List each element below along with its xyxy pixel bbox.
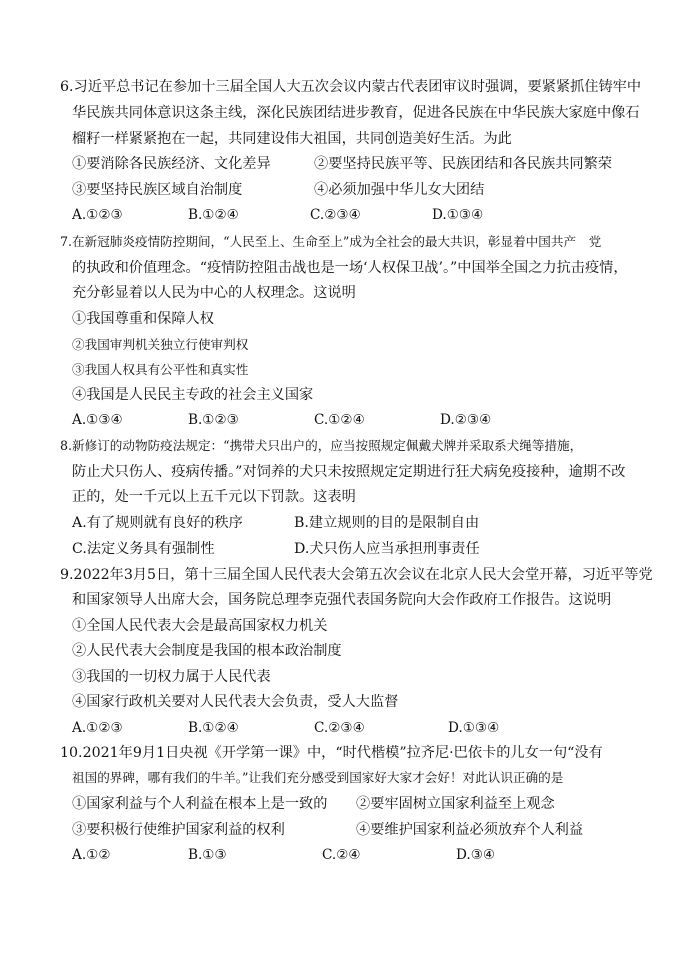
question-7-line-1: 7.在新冠肺炎疫情防控期间，“人民至上、生命至上”成为全社会的最大共识，彰显着中国共产 党: [60, 234, 602, 249]
question-9-option-b: B.①②④: [188, 720, 239, 736]
question-6-item-2: ②要坚持民族平等、民族团结和各民族共同繁荣: [314, 156, 612, 172]
question-9-line-2: 和国家领导人出席大会，国务院总理李克强代表国务院向大会作政府工作报告。这说明: [72, 592, 612, 608]
question-6-option-b: B.①②④: [188, 207, 239, 223]
question-10-option-a: A.①②: [72, 847, 111, 863]
question-7-item-1: ①我国尊重和保障人权: [72, 311, 214, 327]
question-9-line-1: 9.2022年3月5日，第十三届全国人民代表大会第五次会议在北京人民大会堂开幕，习近平等党: [60, 567, 653, 583]
question-8-option-b: B.建立规则的目的是限制自由: [294, 515, 480, 531]
question-10-option-b: B.①③: [188, 847, 227, 863]
question-8-option-d: D.犬只伤人应当承担刑事责任: [294, 541, 480, 557]
question-10-line-2: 祖国的界碑，哪有我们的牛羊。”让我们充分感受到国家好大家才会好！对此认识正确的是: [72, 770, 564, 785]
question-8-option-a: A.有了规则就有良好的秩序: [72, 515, 243, 531]
question-9-item-3: ③我国的一切权力属于人民代表: [72, 669, 271, 685]
question-6-line-2: 华民族共同体意识这条主线，深化民族团结进步教育，促进各民族在中华民族大家庭中像石: [72, 105, 640, 121]
question-9-item-1: ①全国人民代表大会是最高国家权力机关: [72, 618, 328, 634]
question-7-option-a: A.①③④: [72, 412, 123, 428]
question-6-option-c: C.②③④: [310, 207, 361, 223]
question-7-item-2: ②我国审判机关独立行使审判权: [72, 337, 249, 352]
question-10-item-2: ②要牢固树立国家利益至上观念: [356, 796, 555, 812]
question-8-option-c: C.法定义务具有强制性: [72, 541, 215, 557]
question-7-option-d: D.②③④: [440, 412, 492, 428]
question-7-line-3: 充分彰显着以人民为中心的人权理念。这说明: [72, 285, 356, 301]
question-6-item-1: ①要消除各民族经济、文化差异: [72, 156, 271, 172]
question-10-option-c: C.②④: [322, 847, 361, 863]
question-6-line-1: 6.习近平总书记在参加十三届全国人大五次会议内蒙古代表团审议时强调，要紧紧抓住铸牢中: [60, 79, 642, 95]
question-10-item-1: ①国家利益与个人利益在根本上是一致的: [72, 796, 328, 812]
question-10-item-3: ③要积极行使维护国家利益的权利: [72, 822, 285, 838]
question-9-option-c: C.②③④: [314, 720, 365, 736]
question-8-line-3: 正的，处一千元以上五千元以下罚款。这表明: [72, 489, 356, 505]
question-6-option-d: D.①③④: [432, 207, 484, 223]
question-7-item-3: ③我国人权具有公平性和真实性: [72, 362, 249, 377]
question-9-item-4: ④国家行政机关要对人民代表大会负责，受人大监督: [72, 694, 399, 710]
question-8-line-1: 8.新修订的动物防疫法规定：“携带犬只出户的，应当按照规定佩戴犬牌并采取系犬绳等措施，: [60, 438, 583, 453]
question-9-option-d: D.①③④: [448, 720, 500, 736]
question-10-item-4: ④要维护国家利益必须放弃个人利益: [356, 822, 584, 838]
question-9-item-2: ②人民代表大会制度是我国的根本政治制度: [72, 643, 342, 659]
question-6-line-3: 榴籽一样紧紧抱在一起，共同建设伟大祖国，共同创造美好生活。为此: [72, 131, 512, 147]
question-7-line-2: 的执政和价值理念。“疫情防控阻击战也是一场‘人权保卫战’。”中国举全国之力抗击疫情，: [72, 260, 628, 276]
question-10-option-d: D.③④: [456, 847, 496, 863]
question-7-item-4: ④我国是人民民主专政的社会主义国家: [72, 387, 314, 403]
question-6-option-a: A.①②③: [72, 207, 123, 223]
question-8-line-2: 防止犬只伤人、疫病传播。”对饲养的犬只未按照规定定期进行狂犬病免疫接种，逾期不改: [72, 464, 626, 480]
question-6-item-4: ④必须加强中华儿女大团结: [314, 182, 485, 198]
question-9-option-a: A.①②③: [72, 720, 123, 736]
question-7-option-c: C.①②④: [314, 412, 365, 428]
question-6-item-3: ③要坚持民族区域自治制度: [72, 182, 243, 198]
question-7-option-b: B.①②③: [188, 412, 239, 428]
question-10-line-1: 10.2021年9月1日央视《开学第一课》中，“时代楷模”拉齐尼·巴依卡的儿女一句“没有: [60, 745, 603, 761]
